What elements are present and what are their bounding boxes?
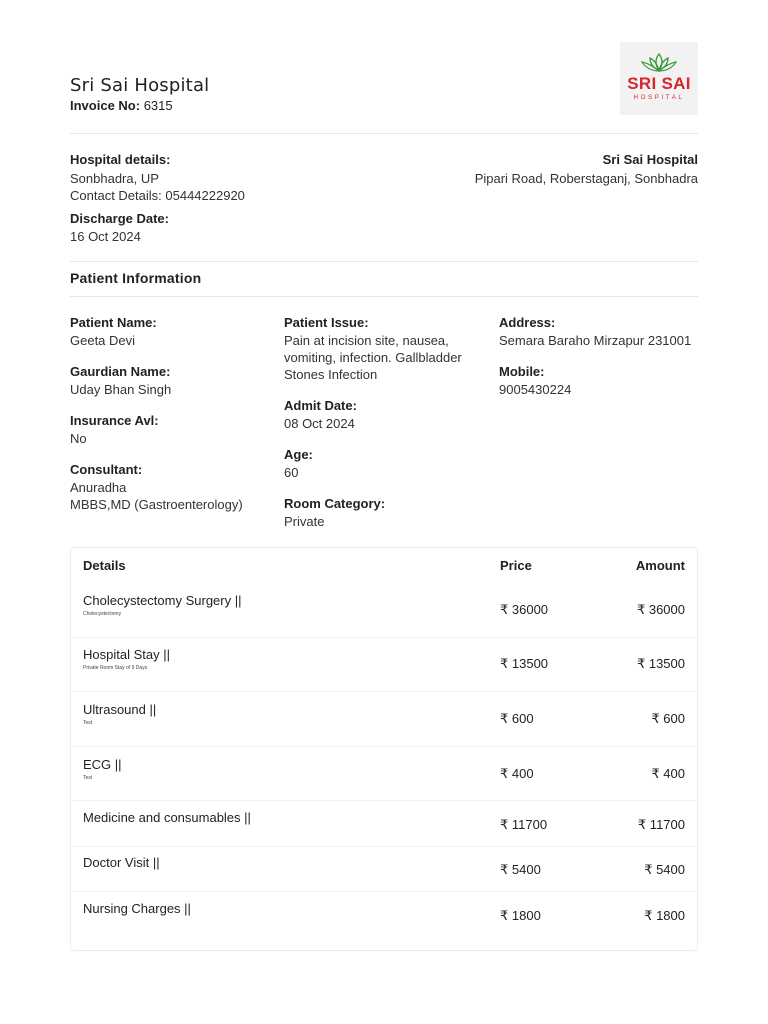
col-details-header: Details [83,558,126,573]
consultant-degree: MBBS,MD (Gastroenterology) [70,497,243,512]
divider [70,296,698,297]
row-amount: ₹ 13500 [636,656,685,671]
patient-column-1 [70,314,270,513]
divider [70,133,698,134]
lotus-icon [639,52,679,74]
table-row [71,846,697,892]
table-row [71,746,697,801]
patient-issue-label: Patient Issue: [284,315,369,330]
patient-column-3 [499,314,698,398]
row-name: Medicine and consumables || [83,810,251,825]
row-price: ₹ 11700 [500,817,548,832]
insurance-label: Insurance Avl: [70,413,159,428]
row-name: ECG || [83,757,122,772]
consultant-label: Consultant: [70,462,143,477]
row-price: ₹ 13500 [500,656,549,671]
admit-date: 08 Oct 2024 [284,416,355,431]
row-amount: ₹ 400 [651,766,685,781]
room-category: Private [284,514,325,529]
admit-date-label: Admit Date: [284,398,357,413]
discharge-date-label: Discharge Date: [70,211,169,226]
invoice-value: 6315 [143,98,173,113]
patient-column-2 [284,314,474,530]
table-row [71,800,697,847]
row-name: Hospital Stay || [83,647,170,662]
row-name: Cholecystectomy Surgery || [83,593,242,608]
guardian-name: Uday Bhan Singh [70,382,172,397]
hospital-name: Sri Sai Hospital [602,152,698,167]
hospital-address: Pipari Road, Roberstaganj, Sonbhadra [474,171,698,186]
row-description: Cholecystectomy [83,611,122,617]
logo-name: SRI SAI [627,74,691,93]
patient-name-label: Patient Name: [70,315,157,330]
hospital-contact: Contact Details: 05444222920 [70,188,245,203]
table-row [71,691,697,747]
row-name: Doctor Visit || [83,855,160,870]
row-price: ₹ 600 [500,711,534,726]
discharge-date: 16 Oct 2024 [70,229,141,244]
divider [70,261,698,262]
mobile-label: Mobile: [499,364,545,379]
row-name: Nursing Charges || [83,901,191,916]
table-row [71,583,697,638]
room-category-label: Room Category: [284,496,386,511]
hospital-details [70,151,245,245]
row-description: Test [83,775,93,781]
patient-address: Semara Baraho Mirzapur 231001 [499,333,692,348]
row-description: Test [83,720,93,726]
table-row [71,637,697,692]
col-amount-header: Amount [635,558,685,573]
row-amount: ₹ 600 [651,711,685,726]
insurance-value: No [70,431,87,446]
logo-subtitle: HOSPITAL [633,94,685,101]
col-price-header: Price [500,558,532,573]
row-price: ₹ 36000 [500,602,549,617]
guardian-name-label: Gaurdian Name: [70,364,171,379]
row-amount: ₹ 11700 [637,817,685,832]
row-price: ₹ 400 [500,766,534,781]
row-amount: ₹ 1800 [644,908,685,923]
row-price: ₹ 5400 [500,862,541,877]
row-description: Private Room Stay of 9 Days [83,665,148,671]
row-price: ₹ 1800 [500,908,541,923]
invoice-page [70,0,698,1024]
invoice-label: Invoice No: [70,98,141,113]
patient-info-title: Patient Information [70,270,202,286]
hospital-logo [620,42,698,115]
patient-issue: Pain at incision site, nausea, vomiting, infection. Gallbladder Stones Infection [284,333,462,382]
hospital-details-label: Hospital details: [70,152,171,167]
hospital-city: Sonbhadra, UP [70,171,159,186]
patient-name: Geeta Devi [70,333,136,348]
table-row [71,891,697,949]
hospital-title: Sri Sai Hospital [70,75,210,96]
consultant-name: Anuradha [70,480,127,495]
row-amount: ₹ 36000 [636,602,685,617]
address-label: Address: [499,315,556,330]
hospital-address-block [475,151,698,187]
invoice-number [70,98,173,113]
age-label: Age: [284,447,313,462]
row-amount: ₹ 5400 [644,862,685,877]
row-name: Ultrasound || [83,702,157,717]
charges-table [70,547,698,951]
patient-mobile: 9005430224 [499,382,572,397]
age-value: 60 [284,465,299,480]
